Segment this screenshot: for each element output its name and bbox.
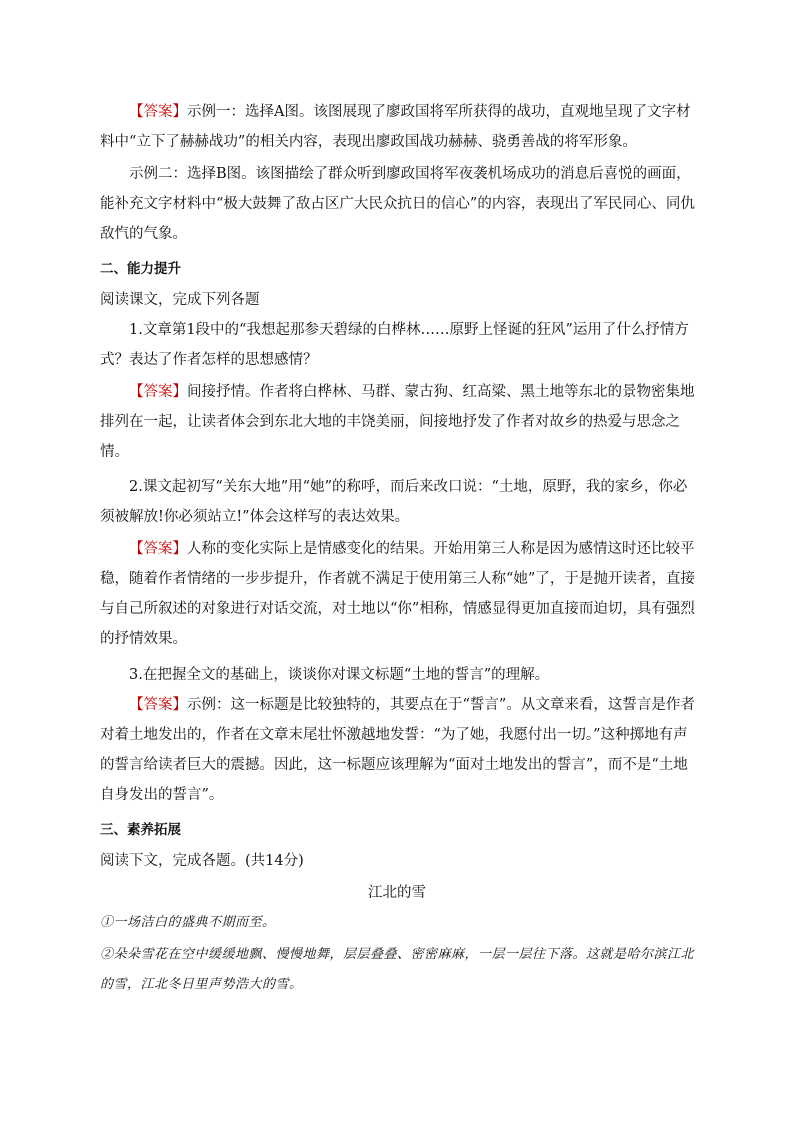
question-1 bbox=[100, 315, 700, 375]
answer-text: 人称的变化实际上是情感变化的结果。开始用第三人称是因为感情这时还比较平稳，随着作者情绪的一步步提升，作者就不满足于使用第三人称“她”了，于是抛开读者，直接与自己所叙述的对象进行对话交流，对土地以“你”相称，情感显得更加直接而迫切，具有强烈的抒情效果。 bbox=[100, 541, 695, 647]
answer-example-2 bbox=[100, 159, 700, 249]
question-text: 2.课文起初写“关东大地”用“她”的称呼，而后来改口说：“土地，原野，我的家乡，你必须被解放!你必须站立!”体会这样写的表达效果。 bbox=[100, 479, 688, 525]
answer-label: 【答案】 bbox=[129, 541, 187, 557]
section-heading-extension: 三、素养拓展 bbox=[100, 822, 181, 838]
question-text: 1.文章第1段中的“我想起那参天碧绿的白桦林……原野上怪诞的狂风”运用了什么抒情方式？表达了作者怎样的思想感情？ bbox=[100, 322, 689, 368]
section-heading-ability: 二、能力提升 bbox=[100, 261, 181, 277]
answer-text: 示例一：选择A图。该图展现了廖政国将军所获得的战功，直观地呈现了文字材料中“立下了赫赫战功”的相关内容，表现出廖政国战功赫赫、骁勇善战的将军形象。 bbox=[100, 104, 691, 150]
question-2 bbox=[100, 472, 700, 532]
answer-2 bbox=[100, 534, 700, 654]
passage-title: 江北的雪 bbox=[368, 885, 426, 901]
passage-paragraph-2: ②朵朵雪花在空中缓缓地飘、慢慢地舞，层层叠叠、密密麻麻，一层一层往下落。这就是哈尔滨江北的雪，江北冬日里声势浩大的雪。 bbox=[100, 947, 695, 992]
answer-label: 【答案】 bbox=[129, 104, 187, 120]
answer-example-1 bbox=[100, 97, 700, 157]
answer-text: 示例二：选择B图。该图描绘了群众听到廖政国将军夜袭机场成功的消息后喜悦的画面，能补充文字材料中“极大鼓舞了敌占区广大民众抗日的信心”的内容，表现出了军民同心、同仇敌忾的气象。 bbox=[100, 166, 695, 242]
answer-label: 【答案】 bbox=[129, 384, 187, 400]
answer-label: 【答案】 bbox=[129, 697, 187, 713]
question-3 bbox=[100, 660, 700, 690]
section-instruction: 阅读下文，完成各题。(共14分) bbox=[100, 853, 304, 869]
question-text: 3.在把握全文的基础上，谈谈你对课文标题“土地的誓言”的理解。 bbox=[129, 667, 550, 683]
passage-paragraph-1: ①一场洁白的盛典不期而至。 bbox=[100, 915, 276, 930]
section-instruction: 阅读课文，完成下列各题 bbox=[100, 292, 260, 308]
answer-1 bbox=[100, 377, 700, 467]
answer-3 bbox=[100, 690, 700, 810]
answer-text: 间接抒情。作者将白桦林、马群、蒙古狗、红高粱、黑土地等东北的景物密集地排列在一起，让读者体会到东北大地的丰饶美丽，间接地抒发了作者对故乡的热爱与思念之情。 bbox=[100, 384, 695, 460]
answer-text: 示例：这一标题是比较独特的，其要点在于“誓言”。从文章来看，这誓言是作者对着土地发出的，作者在文章末尾壮怀激越地发誓：“为了她，我愿付出一切。”这种掷地有声的誓言给读者巨大的震撼。因此，这一标题应该理解为“面对土地发出的誓言”，而不是“土地自身发出的誓言”。 bbox=[100, 697, 695, 803]
